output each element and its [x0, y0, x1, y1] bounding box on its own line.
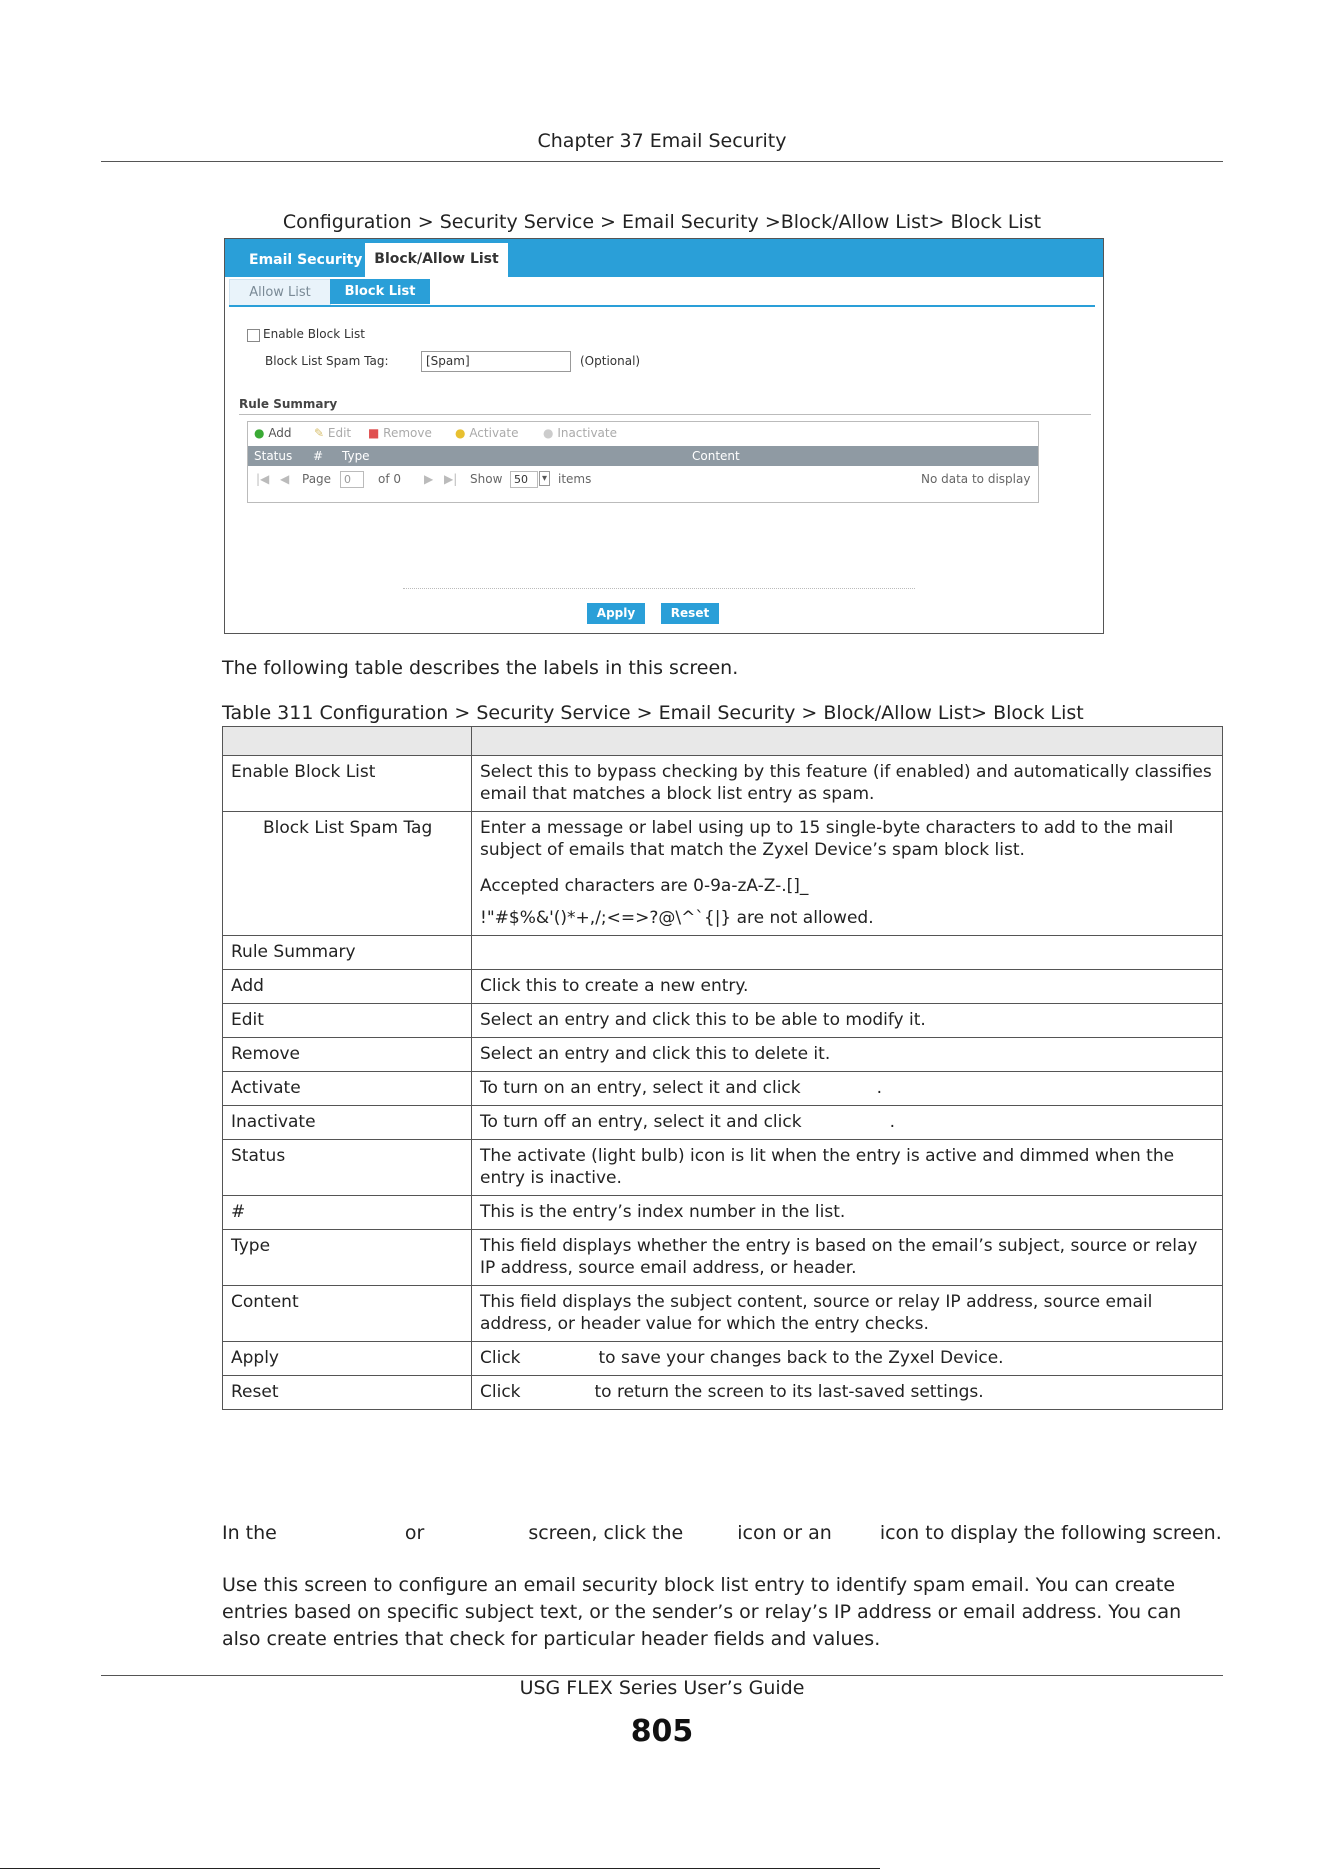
button-divider	[403, 588, 915, 589]
show-label: Show	[470, 472, 503, 486]
row-label: Rule Summary	[223, 936, 472, 970]
table-row	[223, 756, 1223, 812]
tab-bar	[225, 239, 1103, 277]
row-desc: Click this to create a new entry.	[472, 970, 1223, 1004]
row-label: Status	[223, 1140, 472, 1196]
row-desc: Select this to bypass checking by this feature (if enabled) and automatically classifies email that matches a block list entry as spam.	[472, 756, 1223, 812]
next-page-icon[interactable]: ▶	[424, 472, 434, 486]
page-number: 805	[630, 1714, 694, 1749]
page-size-select[interactable]: 50	[510, 471, 538, 488]
add-icon: ●	[254, 426, 265, 440]
first-page-icon[interactable]: |◀	[256, 472, 270, 486]
row-label: Type	[223, 1230, 472, 1286]
row-label: #	[223, 1196, 472, 1230]
tab-email-security[interactable]: Email Security	[249, 252, 363, 268]
rule-summary-title: Rule Summary	[239, 397, 338, 411]
trash-icon: ■	[368, 426, 380, 440]
row-desc: The activate (light bulb) icon is lit when the entry is active and dimmed when the entry is inactive.	[472, 1140, 1223, 1196]
row-label: Enable Block List	[223, 756, 472, 812]
lightbulb-icon: ●	[455, 426, 466, 440]
row-desc	[472, 936, 1223, 970]
chapter-header: Chapter 37 Email Security	[537, 130, 787, 152]
page-label: Page	[302, 472, 332, 486]
table-row	[223, 1230, 1223, 1286]
row-desc: This field displays the subject content, source or relay IP address, source email address, or header value for which the entry checks.	[472, 1286, 1223, 1342]
inactivate-button[interactable]: ● Inactivate	[543, 426, 617, 440]
row-label: Reset	[223, 1376, 472, 1410]
row-label: Apply	[223, 1342, 472, 1376]
table-row	[223, 812, 1223, 936]
table-header-row	[223, 727, 1223, 756]
rule-summary-divider	[239, 414, 1091, 415]
description-paragraph: Use this screen to configure an email security block list entry to identify spam email. You can create entries based on specific subject text, or the sender’s or relay’s IP address or email address. You can also create entries that check for particular header fields and values.	[222, 1574, 1182, 1650]
intro-text: The following table describes the labels in this screen.	[222, 657, 739, 679]
spam-tag-label: Block List Spam Tag:	[265, 354, 389, 368]
table-row	[223, 1106, 1223, 1140]
activate-button[interactable]: ● Activate	[455, 426, 519, 440]
chevron-down-icon[interactable]: ▾	[539, 471, 550, 486]
row-desc: To turn off an entry, select it and click .	[472, 1106, 1223, 1140]
apply-button[interactable]: Apply	[587, 603, 645, 624]
prev-page-icon[interactable]: ◀	[280, 472, 290, 486]
row-desc: Enter a message or label using up to 15 single-byte characters to add to the mail subject of emails that match the Zyxel Device’s spam block list. Accepted characters are 0-9a-zA-Z-.[]_ !"#$%&'()*+,/;<=>?@\^`{|} are not allowed.	[472, 812, 1223, 936]
row-label: Remove	[223, 1038, 472, 1072]
footer-title: USG FLEX Series User’s Guide	[519, 1677, 805, 1699]
row-desc: Select an entry and click this to delete it.	[472, 1038, 1223, 1072]
figure-caption: Configuration > Security Service > Email Security >Block/Allow List> Block List	[282, 211, 1042, 233]
lightbulb-dim-icon: ●	[543, 426, 554, 440]
col-num[interactable]: #	[313, 449, 324, 463]
page-count: of 0	[378, 472, 402, 486]
row-desc: This is the entry’s index number in the list.	[472, 1196, 1223, 1230]
table-row	[223, 970, 1223, 1004]
description-table	[222, 726, 1223, 1410]
column-header	[248, 446, 1038, 466]
row-desc: This field displays whether the entry is based on the email’s subject, source or relay IP address, source email address, or header.	[472, 1230, 1223, 1286]
row-label: Block List Spam Tag	[223, 812, 472, 936]
row-desc: Click to save your changes back to the Zyxel Device.	[472, 1342, 1223, 1376]
edit-button[interactable]: ✎ Edit	[314, 426, 352, 440]
subtab-block-list[interactable]: Block List	[330, 279, 430, 304]
footer-rule	[101, 1675, 1223, 1676]
header-rule	[101, 161, 1223, 162]
items-label: items	[558, 472, 592, 486]
row-label: Inactivate	[223, 1106, 472, 1140]
no-data-message: No data to display	[921, 472, 1031, 486]
remove-button[interactable]: ■ Remove	[368, 426, 432, 440]
table-row	[223, 1286, 1223, 1342]
subtab-allow-list[interactable]: Allow List	[229, 279, 331, 306]
row-label: Edit	[223, 1004, 472, 1038]
col-content[interactable]: Content	[692, 449, 740, 463]
row-desc: Select an entry and click this to be able to modify it.	[472, 1004, 1223, 1038]
page-input[interactable]: 0	[340, 471, 364, 488]
add-button[interactable]: ● Add	[254, 426, 292, 440]
table-caption: Table 311 Configuration > Security Service > Email Security > Block/Allow List> Block List	[222, 702, 1084, 724]
table-row	[223, 1196, 1223, 1230]
row-desc: Click to return the screen to its last-saved settings.	[472, 1376, 1223, 1410]
table-row	[223, 1140, 1223, 1196]
instruction-paragraph: In the or screen, click the icon or an icon to display the following screen.	[222, 1522, 1222, 1544]
rule-grid	[247, 421, 1039, 503]
bottom-rule	[0, 1868, 880, 1869]
screenshot-frame	[224, 238, 1104, 634]
optional-hint: (Optional)	[580, 354, 641, 368]
col-status[interactable]: Status	[254, 449, 293, 463]
rule-toolbar	[248, 422, 1038, 445]
subtab-underline	[229, 305, 1095, 307]
table-row	[223, 936, 1223, 970]
enable-block-list-label: Enable Block List	[263, 327, 365, 341]
reset-button[interactable]: Reset	[661, 603, 719, 624]
table-row	[223, 1038, 1223, 1072]
spam-tag-input[interactable]: [Spam]	[421, 351, 571, 372]
table-row	[223, 1376, 1223, 1410]
enable-block-list-checkbox[interactable]	[247, 329, 260, 342]
col-type[interactable]: Type	[342, 449, 370, 463]
row-desc: To turn on an entry, select it and click .	[472, 1072, 1223, 1106]
row-label: Add	[223, 970, 472, 1004]
pager	[248, 468, 1038, 490]
last-page-icon[interactable]: ▶|	[444, 472, 458, 486]
tab-block-allow-list[interactable]: Block/Allow List	[365, 243, 508, 277]
edit-icon: ✎	[314, 426, 325, 440]
row-label: Activate	[223, 1072, 472, 1106]
table-row	[223, 1342, 1223, 1376]
table-row	[223, 1072, 1223, 1106]
table-row	[223, 1004, 1223, 1038]
row-label: Content	[223, 1286, 472, 1342]
